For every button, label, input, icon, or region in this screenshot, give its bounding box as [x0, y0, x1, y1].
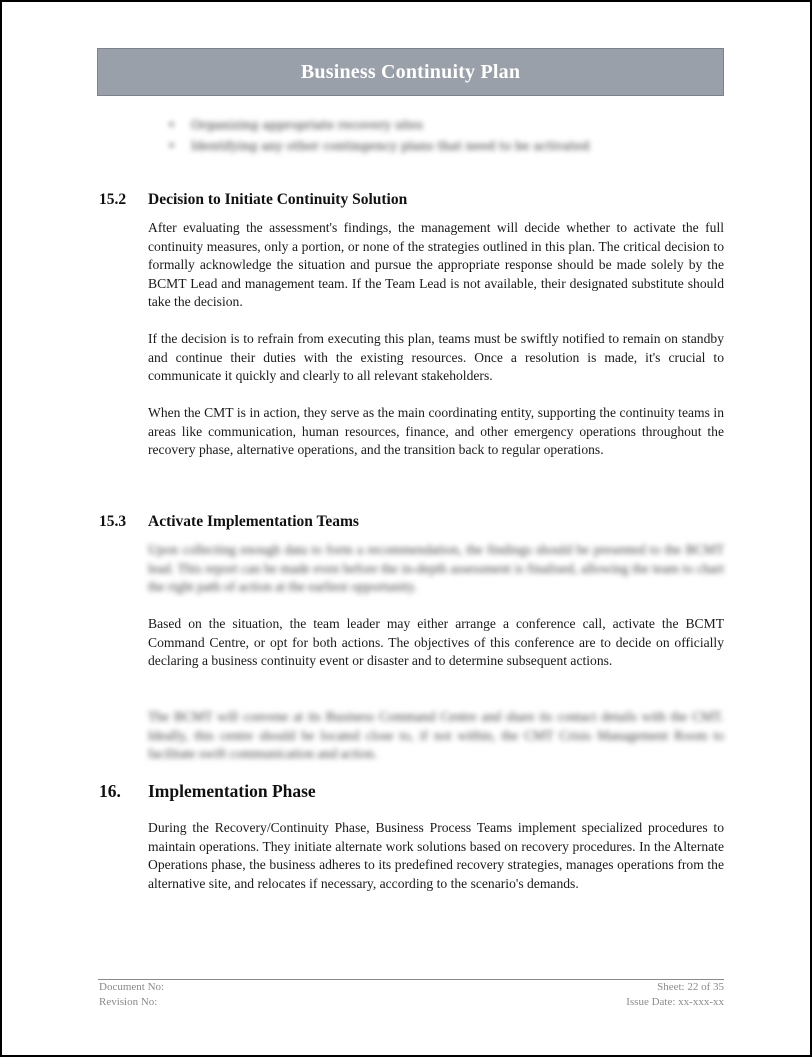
issue-date: Issue Date: xx-xxx-xx: [626, 996, 724, 1008]
paragraph: If the decision is to refrain from executing this plan, teams must be swiftly notified to remain on standby and continue their duties with the existing resources. Once a resolution is made, it's crucial to communicate it quickly and clearly to all relevant stakeholders.: [148, 331, 724, 383]
document-title: Business Continuity Plan: [300, 60, 521, 83]
paragraph: Based on the situation, the team leader may either arrange a conference call, activate the BCMT Command Centre, or opt for both actions. The objectives of this conference are to decide on officially declaring a business continuity event or disaster and to determine subsequent actions.: [148, 616, 724, 668]
bullet-icon: •: [168, 139, 176, 153]
bullet-text: Organizing appropriate recovery sites: [191, 118, 424, 132]
revision-number-label: Revision No:: [99, 996, 158, 1008]
section-number: 15.2: [99, 191, 127, 208]
section-title: Activate Implementation Teams: [148, 513, 359, 530]
blurred-paragraph: The BCMT will convene at its Business Command Centre and share its contact details with the CMT. Ideally, this centre should be located close to, if not within, the CMT Crisis Management Room to facilitate swift communication and action.: [148, 709, 724, 761]
footer-divider: [98, 979, 724, 980]
paragraph: When the CMT is in action, they serve as the main coordinating entity, supporting the continuity teams in areas like communication, human resources, finance, and other emergency operations throughout the recovery phase, alternative operations, and the transition back to regular operations.: [148, 405, 724, 457]
bullet-text: Identifying any other contingency plans that need to be activated: [191, 139, 590, 153]
blurred-bullet-list: [168, 115, 638, 157]
bullet-icon: •: [168, 118, 176, 132]
section-heading-15-3: [99, 513, 359, 531]
paragraph: During the Recovery/Continuity Phase, Business Process Teams implement specialized procedures to maintain operations. They initiate alternate work solutions based on recovery procedures. In the Alternate Operations phase, the business adheres to its predefined recovery strategies, manages operations from the alternative site, and relocates if necessary, according to the scenario's demands.: [148, 820, 724, 891]
blurred-paragraph: Upon collecting enough data to form a recommendation, the findings should be presented to the BCMT lead. This report can be made even before the in-depth assessment is finalised, allowing the team to chart the right path of action at the earliest opportunity.: [148, 542, 724, 594]
paragraph: After evaluating the assessment's findings, the management will decide whether to activate the full continuity measures, only a portion, or none of the strategies outlined in this plan. The critical decision to formally acknowledge the situation and pursue the appropriate response should be made solely by the BCMT Lead and management team. If the Team Lead is not available, their designated substitute should take the decision.: [148, 220, 724, 309]
section-title: Decision to Initiate Continuity Solution: [148, 191, 408, 208]
section-heading-16: [99, 781, 316, 802]
footer-row-2: [99, 996, 724, 1008]
footer-row-1: [99, 981, 724, 993]
bullet-item: [168, 115, 638, 136]
document-title-bar: [97, 48, 724, 96]
sheet-number: Sheet: 22 of 35: [657, 981, 724, 993]
section-heading-15-2: [99, 191, 407, 209]
section-number: 15.3: [99, 513, 127, 530]
document-number-label: Document No:: [99, 981, 165, 993]
section-title: Implementation Phase: [148, 781, 316, 801]
section-number: 16.: [99, 781, 121, 801]
bullet-item: [168, 136, 638, 157]
